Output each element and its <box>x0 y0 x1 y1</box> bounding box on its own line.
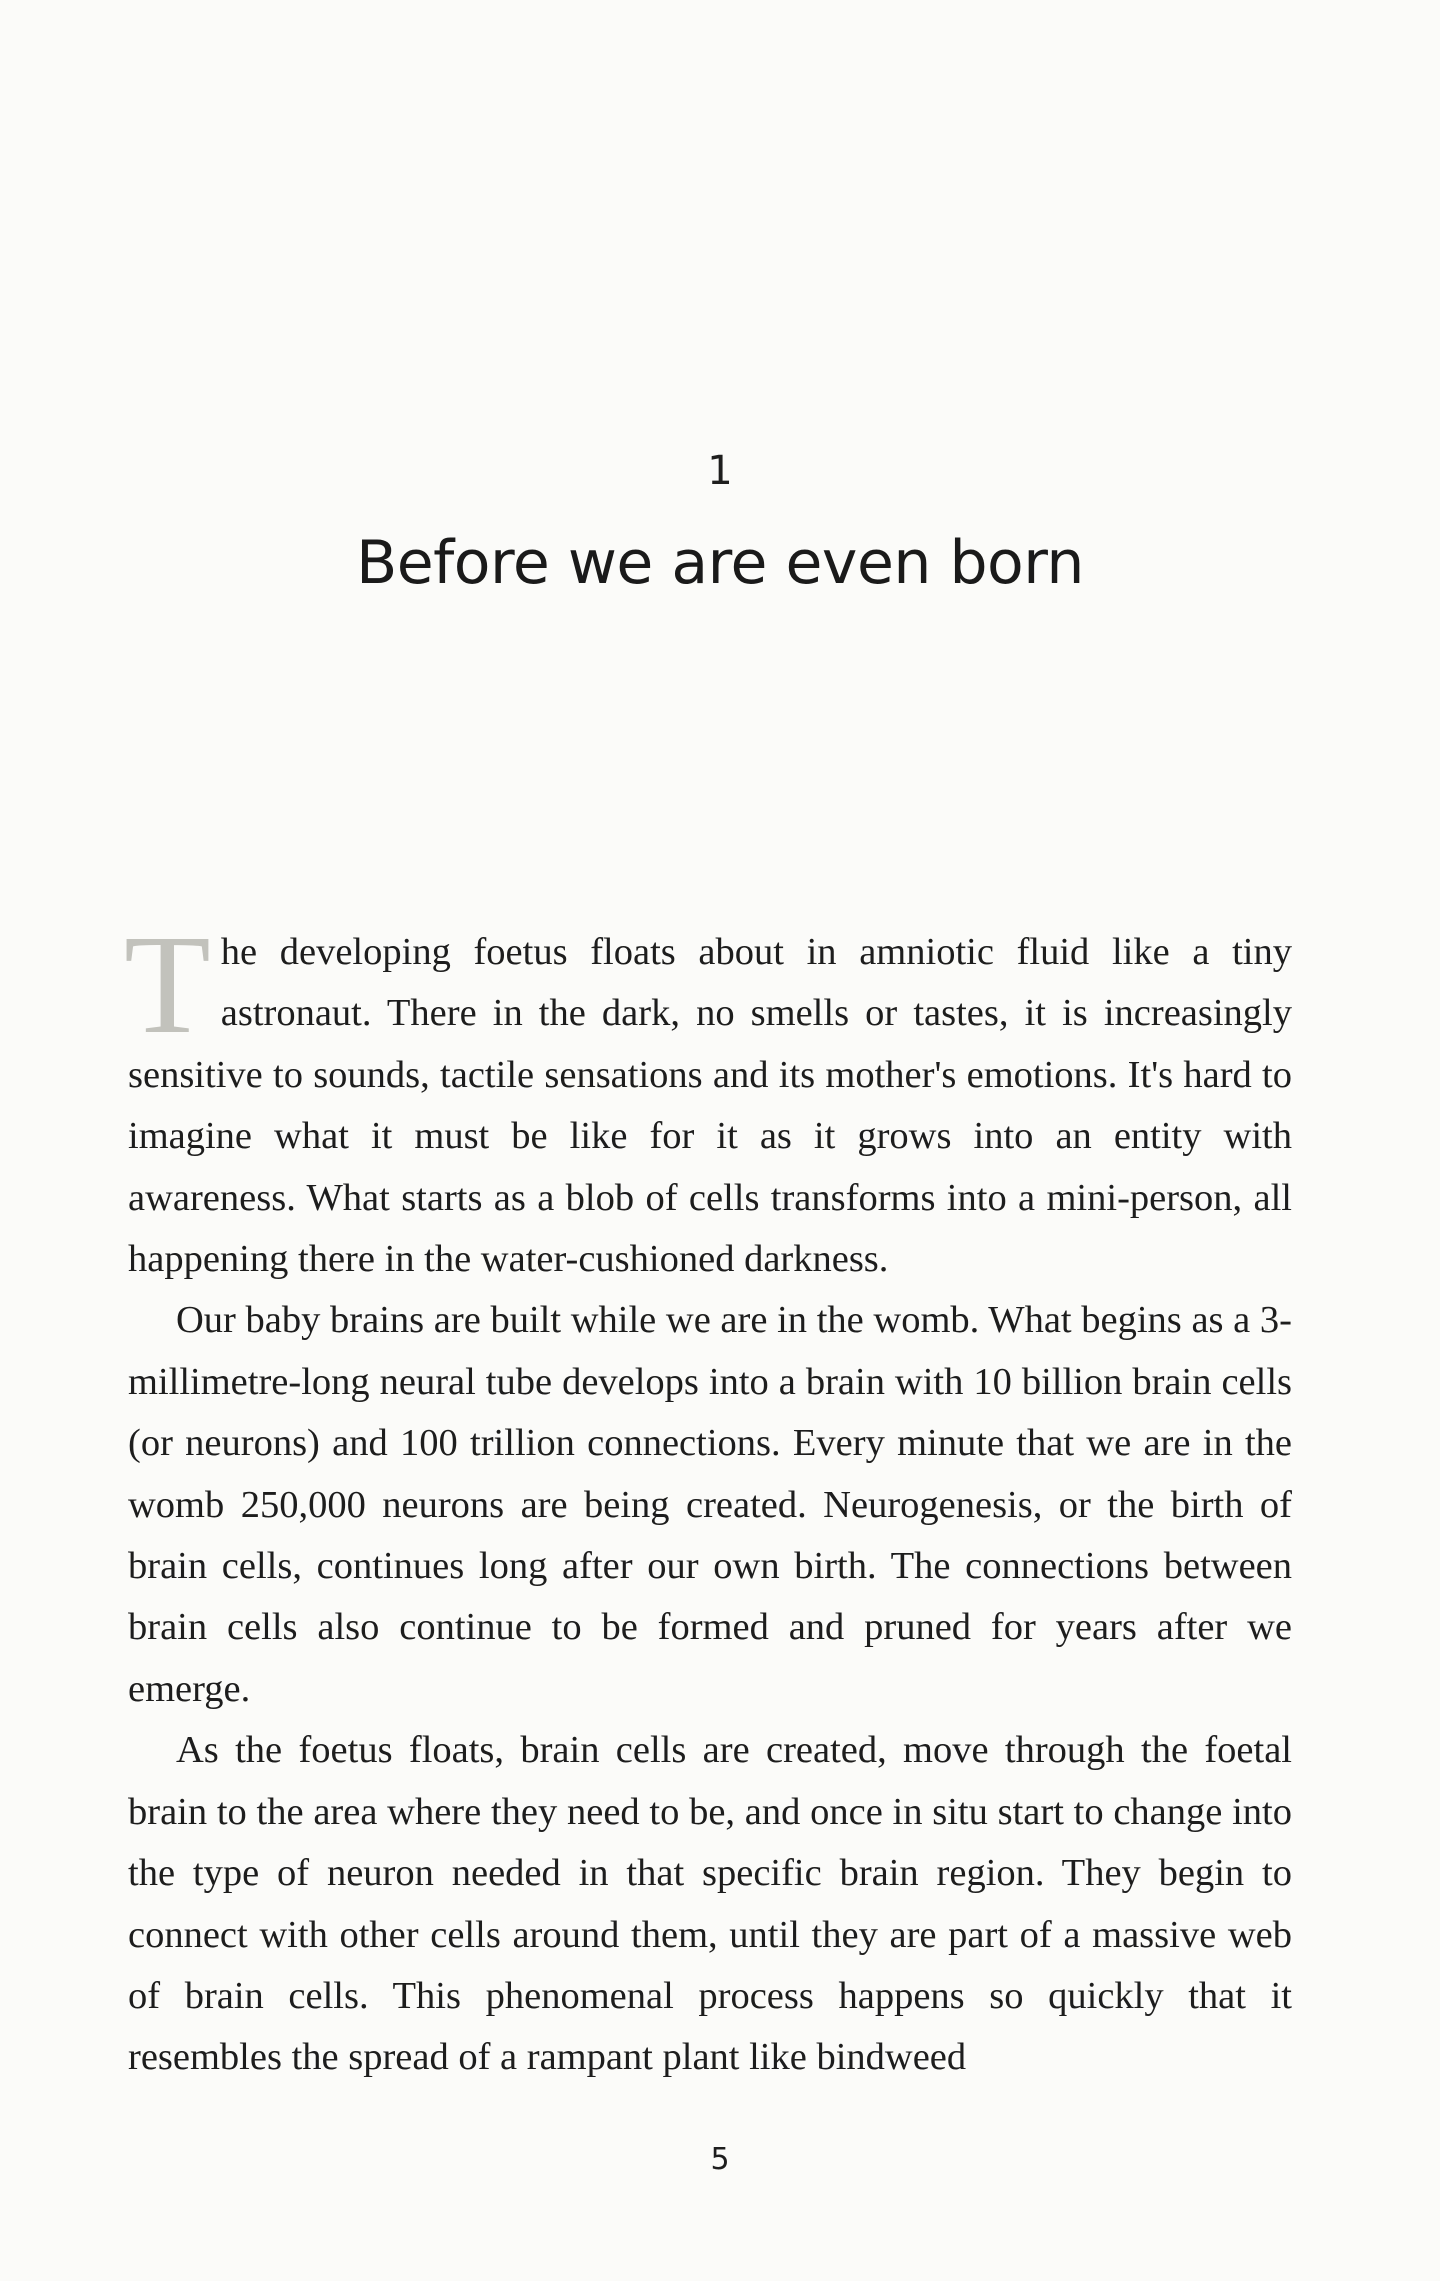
paragraph-1-text: he developing foetus floats about in amniotic fluid like a tiny astronaut. There in the dark, no smells or tastes, it is increasingly sensitive to sounds, tactile sensations and its mother's emotions. It's hard to imagine what it must be like for it as it grows into an entity with awareness. What starts as a blob of cells transforms into a mini-person, all happening there in the water-cushioned darkness. <box>128 931 1292 1281</box>
drop-cap: T <box>124 905 211 1063</box>
chapter-number: 1 <box>707 448 733 494</box>
paragraph-3: As the foetus floats, brain cells are created, move through the foetal brain to the area where they need to be, and once in situ start to change into the type of neuron needed in that specific brain region. They begin to connect with other cells around them, until they are part of a massive web of brain cells. This phenomenal process happens so quickly that it resembles the spread of a rampant plant like bindweed <box>128 1729 1292 2079</box>
body-text <box>124 905 1292 2089</box>
paragraph-1 <box>124 905 1292 1290</box>
paragraph-2: Our baby brains are built while we are in the womb. What begins as a 3-millimetre-long neural tube develops into a brain with 10 billion brain cells (or neurons) and 100 trillion connections. Every minute that we are in the womb 250,000 neurons are being created. Neurogenesis, or the birth of brain cells, continues long after our own birth. The connections between brain cells also continue to be formed and pruned for years after we emerge. <box>128 1299 1292 1710</box>
page-number: 5 <box>710 2142 730 2177</box>
chapter-title: Before we are even born <box>356 528 1084 598</box>
